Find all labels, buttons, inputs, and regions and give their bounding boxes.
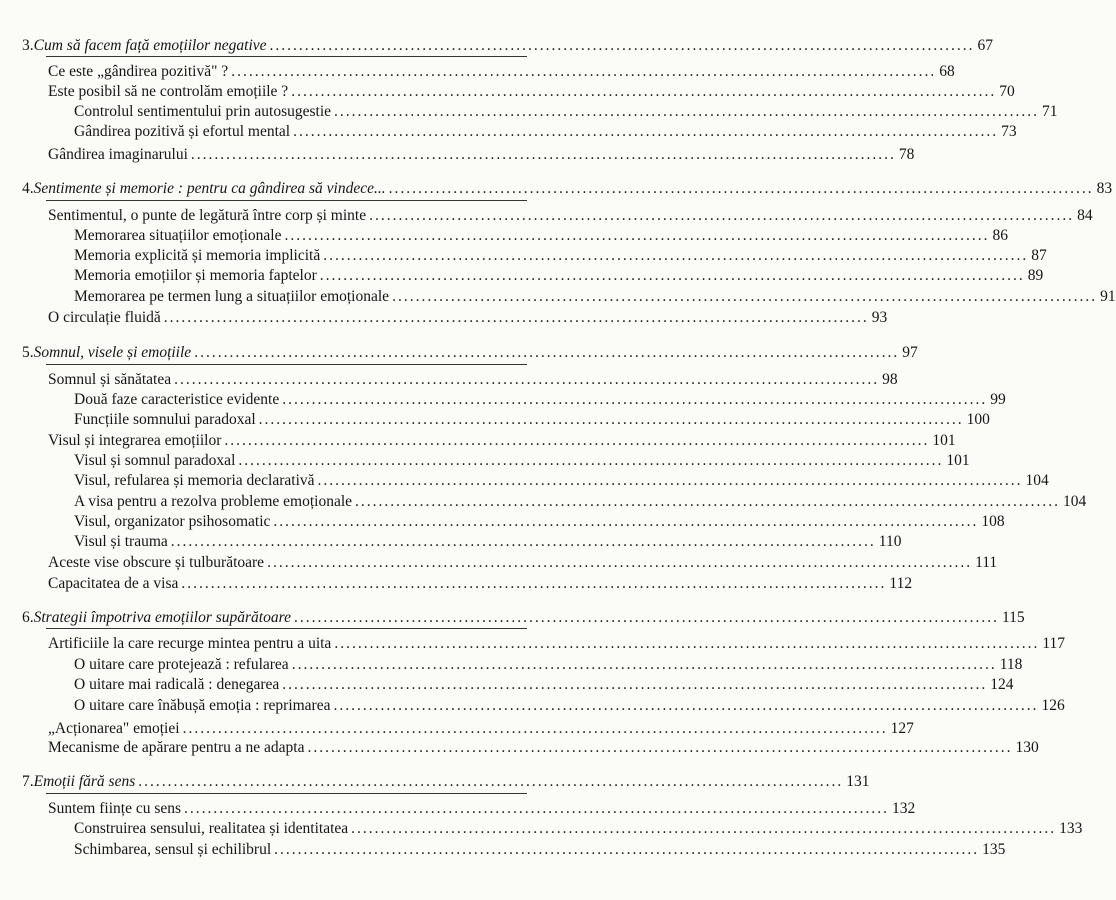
entry-title: Visul, refularea și memoria declarativă <box>74 472 315 489</box>
entry-title: Mecanisme de apărare pentru a ne adapta <box>48 739 305 756</box>
section-divider <box>46 793 527 794</box>
entry-title: Memorarea pe termen lung a situațiilor emoționale <box>74 288 390 305</box>
toc-entry <box>48 553 998 573</box>
toc-entry <box>74 226 1008 246</box>
page-number: 100 <box>966 411 990 428</box>
toc-chapter-entry <box>22 608 1025 628</box>
dot-leader: ........................................................................................................................ <box>319 267 1025 284</box>
dot-leader: ........................................................................................................................ <box>369 207 1075 224</box>
chapter-number: 4. <box>22 180 34 197</box>
dot-leader: ........................................................................................................................ <box>273 513 979 530</box>
dot-leader: ........................................................................................................................ <box>317 472 1023 489</box>
chapter-title: Cum să facem față emoțiilor negative <box>33 37 267 54</box>
toc-entry <box>48 574 913 594</box>
page-number: 132 <box>892 800 916 817</box>
dot-leader: ........................................................................................................................ <box>224 432 930 449</box>
toc-chapter-entry <box>22 772 870 792</box>
entry-title: Visul și trauma <box>74 533 168 550</box>
page-number: 101 <box>946 452 970 469</box>
page-number: 111 <box>975 554 998 571</box>
dot-leader: ........................................................................................................................ <box>190 146 896 163</box>
toc-entry <box>48 82 1015 102</box>
dot-leader: ........................................................................................................................ <box>181 575 887 592</box>
page-number: 108 <box>981 513 1005 530</box>
entry-title: Ce este „gândirea pozitivă" ? <box>48 63 229 80</box>
dot-leader: ........................................................................................................................ <box>293 609 999 626</box>
toc-entry <box>74 819 1083 839</box>
entry-title: Capacitatea de a visa <box>48 575 179 592</box>
toc-entry <box>74 675 1014 695</box>
chapter-number: 6. <box>22 609 34 626</box>
page-number: 104 <box>1063 493 1087 510</box>
entry-title: „Acționarea" emoției <box>48 720 180 737</box>
dot-leader: ........................................................................................................................ <box>182 720 888 737</box>
entry-title: Gândirea imaginarului <box>48 146 188 163</box>
section-divider <box>46 628 527 629</box>
page-number: 86 <box>992 227 1008 244</box>
dot-leader: ........................................................................................................................ <box>170 533 876 550</box>
entry-title: Este posibil să ne controlăm emoțiile ? <box>48 83 289 100</box>
dot-leader: ........................................................................................................................ <box>333 697 1039 714</box>
page-number: 93 <box>871 309 888 326</box>
toc-entry <box>74 532 902 552</box>
page-number: 83 <box>1096 180 1113 197</box>
toc-entry <box>74 512 1005 532</box>
page-number: 130 <box>1015 739 1039 756</box>
page-number: 131 <box>846 773 870 790</box>
dot-leader: ........................................................................................................................ <box>269 37 975 54</box>
page-number: 117 <box>1042 635 1065 652</box>
entry-title: Controlul sentimentului prin autosugestie <box>74 103 332 120</box>
entry-title: Construirea sensului, realitatea și identitatea <box>74 820 349 837</box>
entry-title: Memoria emoțiilor și memoria faptelor <box>74 267 317 284</box>
page-number: 104 <box>1025 472 1049 489</box>
toc-entry <box>74 451 970 471</box>
entry-title: Gândirea pozitivă și efortul mental <box>74 123 291 140</box>
toc-entry <box>74 102 1058 122</box>
entry-title: O uitare mai radicală : denegarea <box>74 676 280 693</box>
entry-title: O uitare care înăbușă emoția : reprimarea <box>74 697 331 714</box>
page-number: 133 <box>1059 820 1083 837</box>
page-number: 67 <box>977 37 994 54</box>
toc-entry <box>74 696 1065 716</box>
toc-entry <box>74 492 1087 512</box>
toc-entry <box>48 206 1093 226</box>
page-number: 78 <box>898 146 915 163</box>
page-number: 135 <box>982 841 1006 858</box>
page-number: 91 <box>1100 288 1116 305</box>
entry-title: Artificiile la care recurge mintea pentru a uita <box>48 635 332 652</box>
page-number: 98 <box>882 371 898 388</box>
entry-title: Sentimentul, o punte de legătură între corp și minte <box>48 207 367 224</box>
entry-title: Schimbarea, sensul și echilibrul <box>74 841 272 858</box>
dot-leader: ........................................................................................................................ <box>238 452 944 469</box>
page-number: 68 <box>939 63 955 80</box>
page-number: 110 <box>878 533 902 550</box>
dot-leader: ........................................................................................................................ <box>388 180 1094 197</box>
page-number: 71 <box>1042 103 1058 120</box>
dot-leader: ........................................................................................................................ <box>267 554 973 571</box>
toc-chapter-entry <box>22 36 994 56</box>
toc-entry <box>74 471 1049 491</box>
section-divider <box>46 56 527 57</box>
toc-entry <box>74 246 1047 266</box>
dot-leader: ........................................................................................................................ <box>307 739 1013 756</box>
dot-leader: ........................................................................................................................ <box>291 656 997 673</box>
page-number: 127 <box>890 720 914 737</box>
dot-leader: ........................................................................................................................ <box>184 800 890 817</box>
dot-leader: ........................................................................................................................ <box>351 820 1057 837</box>
entry-title: O circulație fluidă <box>48 309 161 326</box>
toc-entry <box>74 266 1044 286</box>
dot-leader: ........................................................................................................................ <box>174 371 880 388</box>
dot-leader: ........................................................................................................................ <box>163 309 869 326</box>
chapter-number: 7. <box>22 773 34 790</box>
entry-title: Memorarea situațiilor emoționale <box>74 227 282 244</box>
toc-entry <box>48 634 1065 654</box>
chapter-title: Strategii împotriva emoțiilor supărătoare <box>33 609 291 626</box>
entry-title: O uitare care protejează : refularea <box>74 656 289 673</box>
dot-leader: ........................................................................................................................ <box>392 288 1098 305</box>
dot-leader: ........................................................................................................................ <box>274 841 980 858</box>
toc-entry <box>48 799 916 819</box>
toc-entry <box>74 287 1116 307</box>
toc-entry <box>48 370 898 390</box>
page-number: 84 <box>1077 207 1093 224</box>
toc-entry <box>48 308 888 328</box>
entry-title: Somnul și sănătatea <box>48 371 172 388</box>
chapter-title: Somnul, visele și emoțiile <box>33 344 192 361</box>
dot-leader: ........................................................................................................................ <box>334 103 1040 120</box>
dot-leader: ........................................................................................................................ <box>194 344 900 361</box>
chapter-title: Emoții fără sens <box>33 773 136 790</box>
page-number: 124 <box>990 676 1014 693</box>
entry-title: Visul și somnul paradoxal <box>74 452 236 469</box>
page-number: 126 <box>1041 697 1065 714</box>
section-divider <box>46 364 527 365</box>
page-number: 118 <box>999 656 1023 673</box>
toc-entry <box>48 719 914 739</box>
entry-title: Două faze caracteristice evidente <box>74 391 280 408</box>
toc-entry <box>48 62 955 82</box>
entry-title: Visul și integrarea emoțiilor <box>48 432 222 449</box>
page-number: 73 <box>1001 123 1017 140</box>
entry-title: Memoria explicită și memoria implicită <box>74 247 321 264</box>
dot-leader: ........................................................................................................................ <box>293 123 999 140</box>
toc-chapter-entry <box>22 179 1113 199</box>
chapter-title: Sentimente și memorie : pentru ca gândirea să vindece... <box>33 180 386 197</box>
toc-entry <box>74 840 1006 860</box>
dot-leader: ........................................................................................................................ <box>355 493 1061 510</box>
page-number: 115 <box>1001 609 1025 626</box>
page-number: 87 <box>1031 247 1047 264</box>
page-number: 101 <box>932 432 956 449</box>
dot-leader: ........................................................................................................................ <box>282 676 988 693</box>
page-number: 89 <box>1027 267 1044 284</box>
page-number: 99 <box>990 391 1006 408</box>
entry-title: Funcțiile somnului paradoxal <box>74 411 256 428</box>
entry-title: Aceste vise obscure și tulburătoare <box>48 554 265 571</box>
dot-leader: ........................................................................................................................ <box>258 411 964 428</box>
dot-leader: ........................................................................................................................ <box>323 247 1029 264</box>
toc-entry <box>48 145 915 165</box>
page-number: 112 <box>889 575 913 592</box>
toc-entry <box>48 431 956 451</box>
page-number: 97 <box>902 344 918 361</box>
dot-leader: ........................................................................................................................ <box>282 391 988 408</box>
entry-title: Suntem ființe cu sens <box>48 800 182 817</box>
toc-entry <box>74 122 1017 142</box>
entry-title: A visa pentru a rezolva probleme emoționale <box>74 493 353 510</box>
toc-entry <box>48 738 1039 758</box>
dot-leader: ........................................................................................................................ <box>291 83 997 100</box>
toc-entry <box>74 390 1006 410</box>
section-divider <box>46 200 527 201</box>
dot-leader: ........................................................................................................................ <box>231 63 937 80</box>
dot-leader: ........................................................................................................................ <box>138 773 844 790</box>
entry-title: Visul, organizator psihosomatic <box>74 513 271 530</box>
toc-chapter-entry <box>22 343 918 363</box>
dot-leader: ........................................................................................................................ <box>284 227 990 244</box>
toc-entry <box>74 655 1023 675</box>
dot-leader: ........................................................................................................................ <box>334 635 1040 652</box>
page-number: 70 <box>999 83 1015 100</box>
chapter-number: 5. <box>22 344 34 361</box>
toc-entry <box>74 410 990 430</box>
chapter-number: 3. <box>22 37 34 54</box>
